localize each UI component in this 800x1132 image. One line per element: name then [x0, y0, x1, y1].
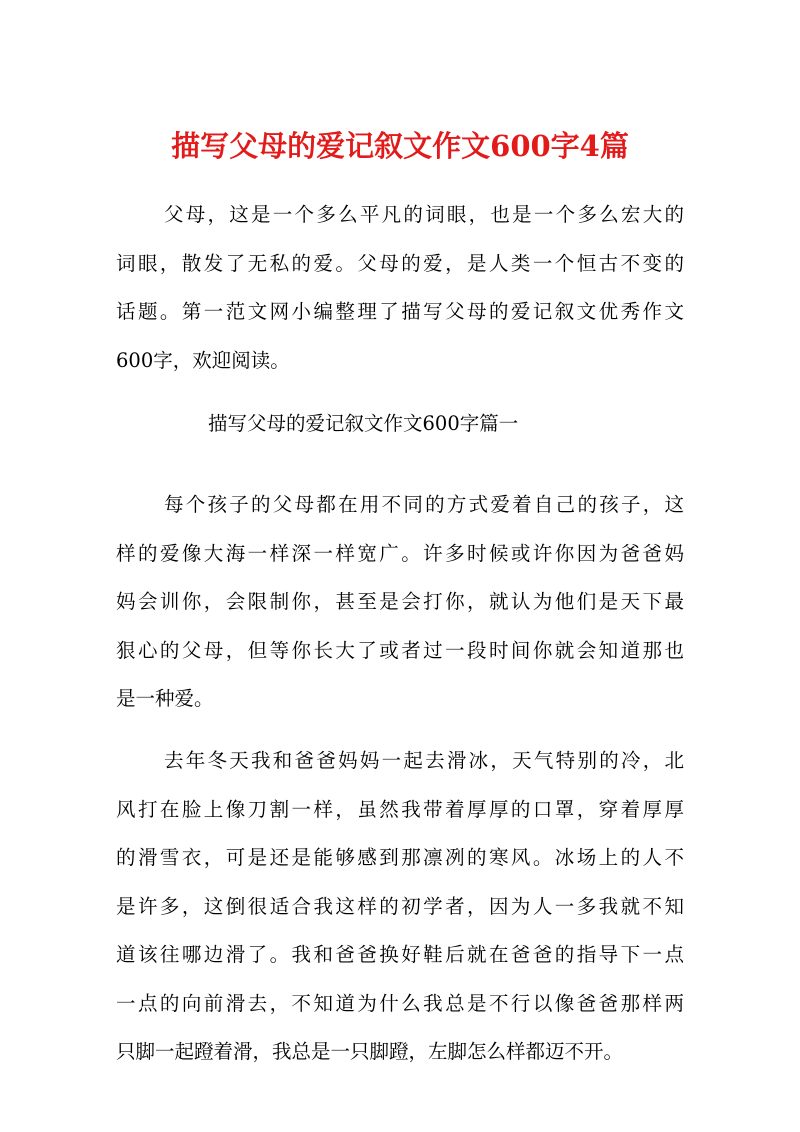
paragraph-line: 每个孩子的父母都在用不同的方式爱着自己的孩子，这 [164, 493, 684, 516]
paragraph-line: 是许多，这倒很适合我这样的初学者，因为人一多我就不知 [116, 894, 684, 918]
paragraph-line: 样的爱像大海一样深一样宽广。许多时候或许你因为爸爸妈 [116, 541, 684, 565]
paragraph-line: 妈会训你，会限制你，甚至是会打你，就认为他们是天下最 [116, 590, 684, 613]
paragraph-line: 一点的向前滑去，不知道为什么我总是不行以像爸爸那样两 [116, 991, 684, 1015]
intro-line: 词眼，散发了无私的爱。父母的爱，是人类一个恒古不变的 [116, 251, 684, 275]
body-paragraph-2 [116, 737, 684, 1077]
body-paragraph-1 [116, 481, 684, 724]
paragraph-line: 风打在脸上像刀割一样，虽然我带着厚厚的口罩，穿着厚厚 [116, 797, 684, 821]
paragraph-line: 去年冬天我和爸爸妈妈一起去滑冰，天气特别的冷，北 [164, 749, 684, 772]
paragraph-line: 道该往哪边滑了。我和爸爸换好鞋后就在爸爸的指导下一点 [116, 943, 684, 966]
intro-paragraph [116, 191, 684, 385]
paragraph-line: 是一种爱。 [116, 687, 214, 710]
intro-line: 话题。第一范文网小编整理了描写父母的爱记叙文优秀作文 [116, 300, 684, 323]
paragraph-line: 只脚一起蹬着滑，我总是一只脚蹬，左脚怎么样都迈不开。 [116, 1040, 624, 1063]
intro-line: 600字，欢迎阅读。 [116, 348, 290, 372]
document-title: 描写父母的爱记叙文作文600字4篇 [171, 129, 629, 163]
paragraph-line: 的滑雪衣，可是还是能够感到那凛冽的寒风。冰场上的人不 [116, 846, 684, 869]
intro-line: 父母，这是一个多么平凡的词眼，也是一个多么宏大的 [164, 203, 684, 226]
section-heading: 描写父母的爱记叙文作文600字篇一 [208, 412, 519, 435]
paragraph-line: 狠心的父母，但等你长大了或者过一段时间你就会知道那也 [116, 638, 684, 662]
